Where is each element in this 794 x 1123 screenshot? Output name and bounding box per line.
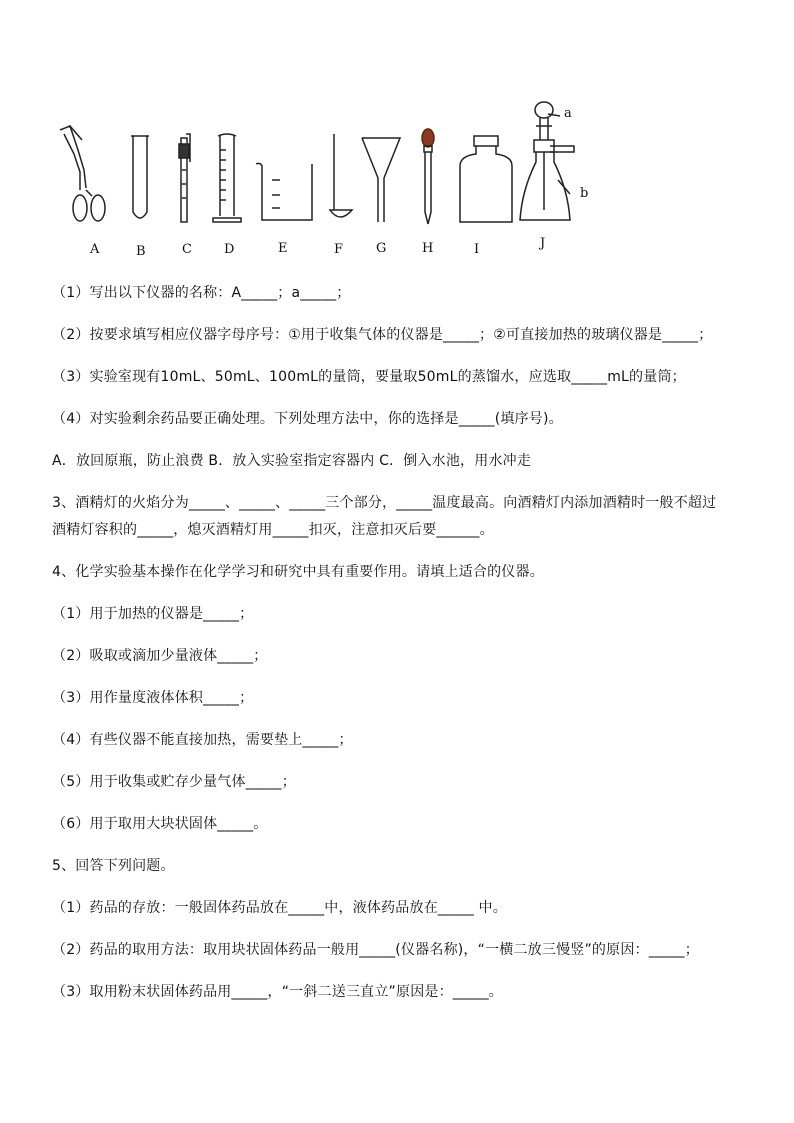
spoon-icon xyxy=(330,134,352,217)
apparatus-figure xyxy=(50,100,610,260)
q4-part4: （4）有些仪器不能直接加热，需要垫上_____； xyxy=(52,732,353,748)
part-label-b: b xyxy=(580,186,589,201)
q5-part2: （2）药品的取用方法：取用块状固体药品一般用_____(仪器名称)，“一横二放三慢竖”的原因：_____； xyxy=(52,942,699,958)
label-E: E xyxy=(278,241,288,256)
part-label-a: a xyxy=(564,106,572,121)
label-I: I xyxy=(474,242,480,257)
label-B: B xyxy=(136,244,146,259)
q2-options: A．放回原瓶，防止浪费 B．放入实验室指定容器内 C．倒入水池，用水冲走 xyxy=(52,453,532,469)
label-C: C xyxy=(182,242,192,257)
q2-part2: （2）按要求填写相应仪器字母序号：①用于收集气体的仪器是_____；②可直接加热的玻璃仪器是_____； xyxy=(52,327,713,343)
label-J: J xyxy=(540,236,546,251)
q3-line1: 3、酒精灯的火焰分为_____、_____、_____三个部分，_____温度最高。向酒精灯内添加酒精时一般不超过 xyxy=(52,495,717,511)
funnel-icon xyxy=(362,138,400,222)
q2-part3: （3）实验室现有10mL、50mL、100mL的量筒，要量取50mL的蒸馏水，应选取_____mL的量筒； xyxy=(52,369,686,385)
label-G: G xyxy=(376,241,387,256)
q4-part1: （1）用于加热的仪器是_____； xyxy=(52,606,254,622)
apparatus-drawing xyxy=(50,100,610,260)
crucible-tongs-icon xyxy=(60,126,105,221)
test-tube-icon xyxy=(131,136,149,218)
q3-line2: 酒精灯容积的_____，熄灭酒精灯用_____扣灭，注意扣灭后要______。 xyxy=(52,522,494,538)
label-H: H xyxy=(422,241,434,256)
label-F: F xyxy=(334,242,344,257)
q4-part2: （2）吸取或滴加少量液体_____； xyxy=(52,648,268,664)
q4-part5: （5）用于收集或贮存少量气体_____； xyxy=(52,774,296,790)
graduated-cylinder-icon xyxy=(213,134,241,222)
dropper-icon xyxy=(422,129,434,224)
q5-intro: 5、回答下列问题。 xyxy=(52,858,175,874)
test-tube-holder-icon xyxy=(179,134,190,222)
q4-part6: （6）用于取用大块状固体_____。 xyxy=(52,816,268,832)
reagent-bottle-icon xyxy=(460,136,512,222)
q4-part3: （3）用作量度液体体积_____； xyxy=(52,690,254,706)
label-D: D xyxy=(224,242,235,257)
q2-part4: （4）对实验剩余药品要正确处理。下列处理方法中，你的选择是_____(填序号)。 xyxy=(52,411,563,427)
q2-part1: （1）写出以下仪器的名称：A_____；a_____； xyxy=(52,285,351,301)
beaker-icon xyxy=(256,163,312,220)
q4-intro: 4、化学实验基本操作在化学学习和研究中具有重要作用。请填上适合的仪器。 xyxy=(52,564,544,580)
q5-part1: （1）药品的存放：一般固体药品放在_____中，液体药品放在_____ 中。 xyxy=(52,900,507,916)
label-A: A xyxy=(90,242,100,257)
q5-part3: （3）取用粉末状固体药品用_____，“一斜二送三直立”原因是：_____。 xyxy=(52,984,504,1000)
